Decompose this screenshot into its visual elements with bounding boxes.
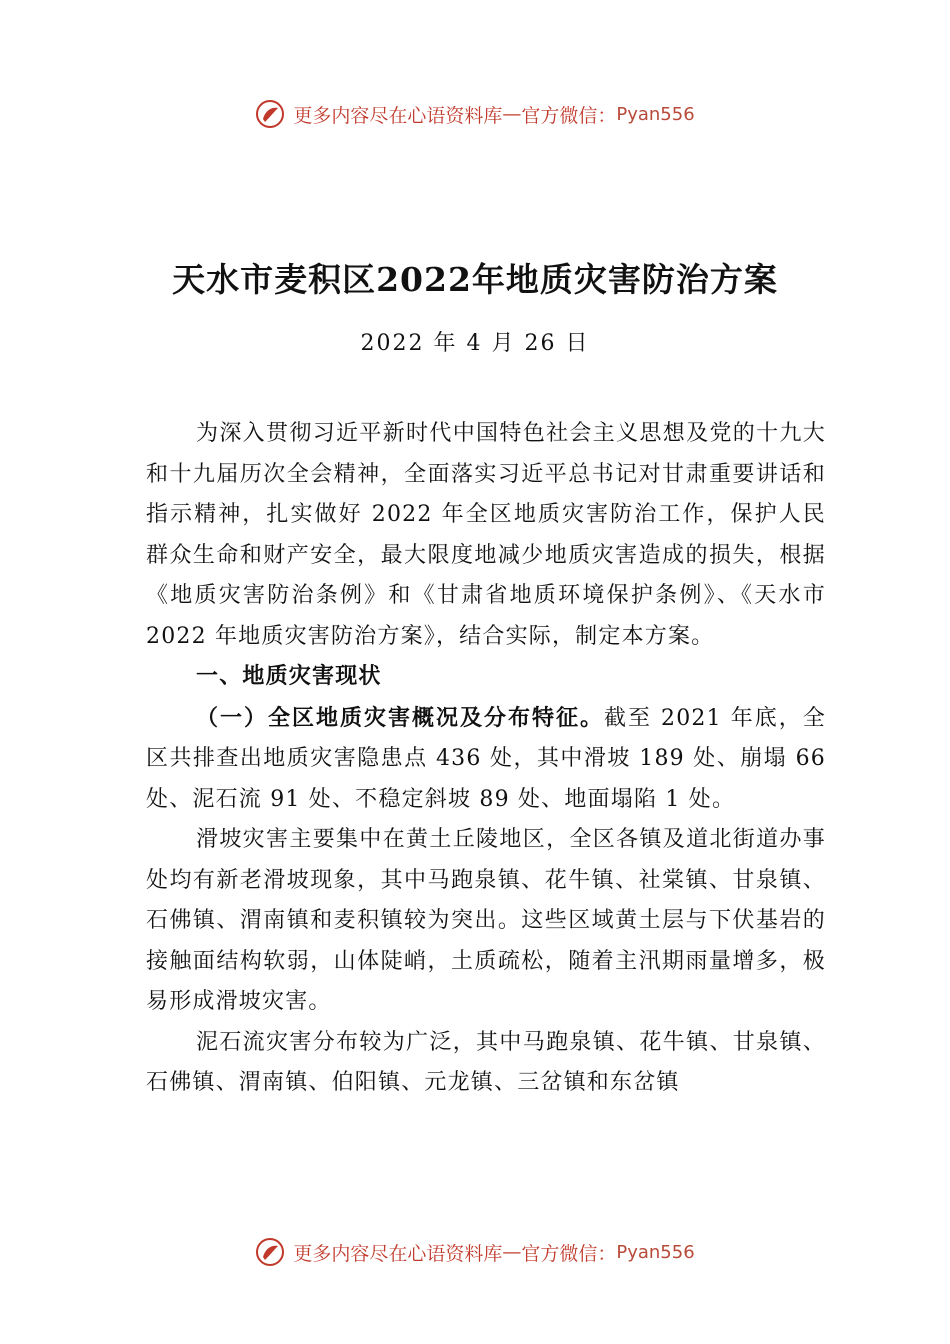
seal-logo-icon — [255, 1237, 285, 1267]
paragraph-landslide: 滑坡灾害主要集中在黄土丘陵地区，全区各镇及道北街道办事处均有新老滑坡现象，其中马跑泉镇、花牛镇、社棠镇、甘泉镇、石佛镇、渭南镇和麦积镇较为突出。这些区域黄土层与下伏基岩的接触面结构软弱，山体陡峭，土质疏松，随着主汛期雨量增多，极易形成滑坡灾害。 — [146, 827, 826, 1014]
paragraph-subsection-1 — [146, 698, 826, 821]
document-date: 2022 年 4 月 26 日 — [360, 331, 590, 356]
watermark-source-text: 更多内容尽在心语资料库 — [293, 1242, 503, 1265]
watermark-banner-bottom — [0, 1232, 950, 1272]
paragraph-intro: 为深入贯彻习近平新时代中国特色社会主义思想及党的十九大和十九届历次全会精神，全面落实习近平总书记对甘肃重要讲话和指示精神，扎实做好 2022 年全区地质灾害防治工作，保护人民群众生命和财产安全，最大限度地减少地质灾害造成的损失，根据《地质灾害防治条例》和《甘肃省地质环境保护条例》、《天水市 2022 年地质灾害防治方案》，结合实际，制定本方案。 — [146, 421, 826, 649]
watermark-contact-id: Pyan556 — [616, 103, 695, 125]
section-heading-1: 一、地质灾害现状 — [196, 664, 382, 689]
seal-logo-icon — [255, 99, 285, 129]
watermark-source-text: 更多内容尽在心语资料库 — [293, 104, 503, 127]
watermark-contact-label: 官方微信： — [521, 1242, 617, 1265]
watermark-contact-label: 官方微信： — [521, 104, 617, 127]
document-body — [146, 414, 826, 1104]
watermark-banner-top — [0, 94, 950, 134]
watermark-contact-id: Pyan556 — [616, 1241, 695, 1263]
subsection-1-lead: （一）全区地质灾害概况及分布特征。 — [196, 704, 605, 731]
watermark-separator: — — [502, 103, 522, 125]
watermark-separator: — — [502, 1241, 522, 1263]
document-title: 天水市麦积区2022年地质灾害防治方案 — [172, 260, 778, 299]
paragraph-debris-flow: 泥石流灾害分布较为广泛，其中马跑泉镇、花牛镇、甘泉镇、石佛镇、渭南镇、伯阳镇、元龙镇、三岔镇和东岔镇 — [146, 1029, 826, 1095]
subsection-1-text: 截至 2021 年底，全区共排查出地质灾害隐患点 436 处，其中滑坡 189 处、崩塌 66 处、泥石流 91 处、不稳定斜坡 89 处、地面塌陷 1 处。 — [146, 705, 826, 812]
